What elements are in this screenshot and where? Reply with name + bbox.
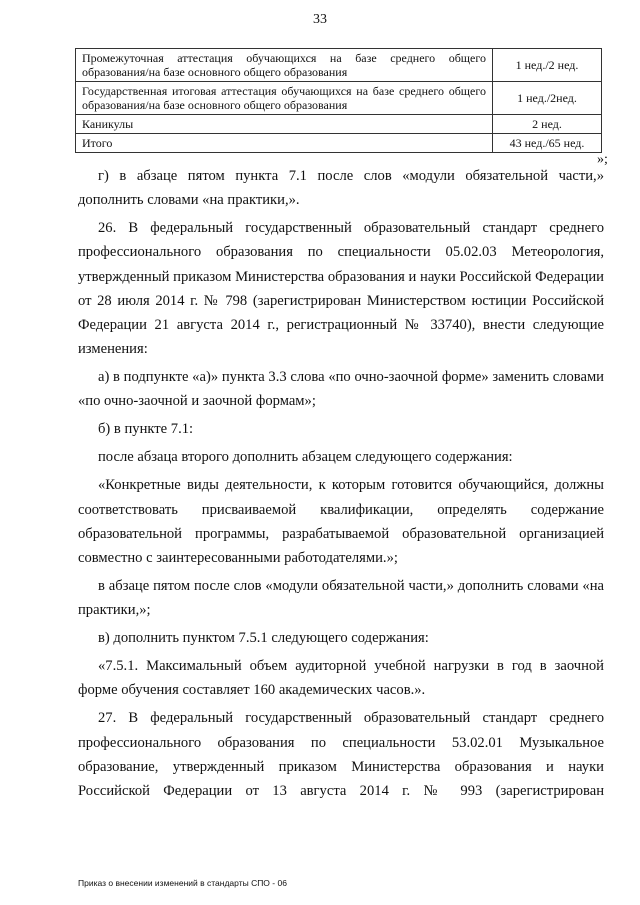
- table-row: [76, 134, 602, 153]
- table-row: [76, 115, 602, 134]
- paragraph-item-b: б) в пункте 7.1:: [98, 421, 194, 438]
- table-cell-value: 1 нед./2нед.: [493, 82, 602, 115]
- paragraph-quote: «7.5.1. Максимальный объем аудиторной учебной нагрузки в год в заочной форме обучения составляет 160 академических часов.».: [78, 658, 604, 699]
- paragraph-item-v: в) дополнить пунктом 7.5.1 следующего содержания:: [98, 630, 429, 647]
- table-closing-quote: »;: [597, 152, 608, 167]
- paragraph-instruction: в абзаце пятом после слов «модули обязательной части,» дополнить словами «на практики,»;: [78, 578, 604, 619]
- paragraph-section-26: 26. В федеральный государственный образовательный стандарт среднего профессионального образования по специальности 05.02.03 Метеорология, утвержденный приказом Министерства образования и науки Российской Федерации от 28 июля 2014 г. № 798 (зарегистрирован Министерством юстиции Российской Федерации 21 августа 2014 г., регистрационный № 33740), внести следующие изменения:: [78, 220, 604, 358]
- page-number: 33: [313, 12, 327, 27]
- table-cell-label: Каникулы: [76, 115, 493, 134]
- table-cell-value: 43 нед./65 нед.: [493, 134, 602, 153]
- table-cell-value: 1 нед./2 нед.: [493, 49, 602, 82]
- table-row: [76, 82, 602, 115]
- table-cell-label: Государственная итоговая аттестация обучающихся на базе среднего общего образования/на базе основного общего образования: [76, 82, 493, 115]
- table-cell-label: Итого: [76, 134, 493, 153]
- page-footer: Приказ о внесении изменений в стандарты СПО - 06: [78, 878, 287, 888]
- paragraph-instruction: после абзаца второго дополнить абзацем следующего содержания:: [98, 449, 513, 466]
- paragraph-quote: «Конкретные виды деятельности, к которым готовится обучающийся, должны соответствовать присваиваемой квалификации, определять содержание образовательной программы, разрабатываемой образовательной организацией совместно с заинтересованными работодателями.»;: [78, 477, 604, 567]
- paragraph-item-a: а) в подпункте «а)» пункта 3.3 слова «по очно-заочной форме» заменить словами «по очно-заочной и заочной формам»;: [78, 369, 604, 410]
- schedule-table: [75, 48, 602, 153]
- table-cell-label: Промежуточная аттестация обучающихся на базе среднего общего образования/на базе основного общего образования: [76, 49, 493, 82]
- document-body: [78, 164, 604, 807]
- paragraph-item-g: г) в абзаце пятом пункта 7.1 после слов «модули обязательной части,» дополнить словами «на практики,».: [78, 168, 604, 209]
- paragraph-section-27: 27. В федеральный государственный образовательный стандарт среднего профессионального образования по специальности 53.02.01 Музыкальное образование, утвержденный приказом Министерства образования и науки Российской Федерации от 13 августа 2014 г. № 993 (зарегистрирован: [78, 710, 604, 800]
- table-row: [76, 49, 602, 82]
- table-cell-value: 2 нед.: [493, 115, 602, 134]
